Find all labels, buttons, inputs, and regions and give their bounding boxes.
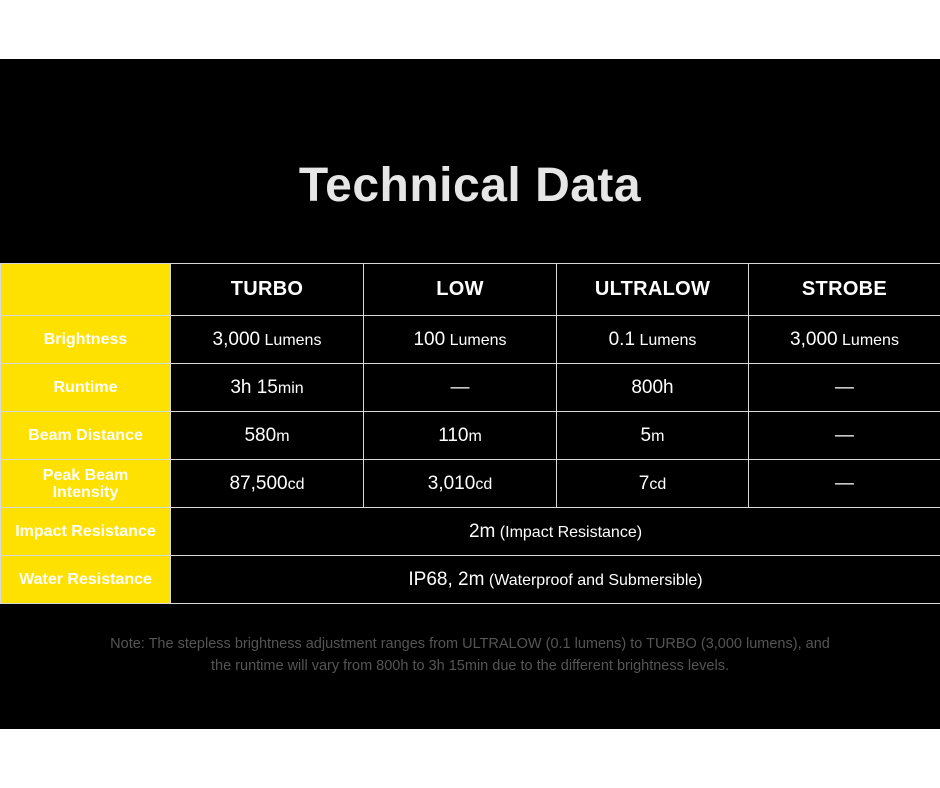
table-cell: 5m [557, 412, 749, 460]
table-cell: — [749, 364, 940, 412]
footnote-line: the runtime will vary from 800h to 3h 15min due to the different brightness levels. [211, 658, 729, 674]
table-cell: — [749, 460, 940, 508]
footnote [40, 633, 900, 677]
table-row-water-resistance [1, 556, 940, 604]
spec-table [0, 263, 940, 604]
row-label: Peak Beam Intensity [1, 460, 171, 508]
table-cell: 3,000 Lumens [171, 316, 364, 364]
table-cell: 100 Lumens [364, 316, 557, 364]
table-row-beam-distance [1, 412, 940, 460]
column-header-strobe: STROBE [749, 264, 940, 316]
footnote-line: Note: The stepless brightness adjustment ranges from ULTRALOW (0.1 lumens) to TURBO (3,000 lumens), and [110, 636, 830, 652]
column-header-low: LOW [364, 264, 557, 316]
row-label: Brightness [1, 316, 171, 364]
table-row-impact-resistance [1, 508, 940, 556]
row-label: Runtime [1, 364, 171, 412]
page-title: Technical Data [298, 159, 642, 212]
table-cell: 87,500cd [171, 460, 364, 508]
table-row-runtime [1, 364, 940, 412]
table-header-row [1, 264, 940, 316]
row-label: Beam Distance [1, 412, 171, 460]
table-row-brightness [1, 316, 940, 364]
table-cell: 800h [557, 364, 749, 412]
table-cell: 110m [364, 412, 557, 460]
table-cell-wide: 2m (Impact Resistance) [171, 508, 940, 556]
table-cell: 0.1 Lumens [557, 316, 749, 364]
table-cell: 3,000 Lumens [749, 316, 940, 364]
table-cell: 3,010cd [364, 460, 557, 508]
row-label: Water Resistance [1, 556, 171, 604]
table-cell: 580m [171, 412, 364, 460]
table-cell: 3h 15min [171, 364, 364, 412]
table-cell: 7cd [557, 460, 749, 508]
table-row-peak-beam-intensity [1, 460, 940, 508]
table-cell: — [364, 364, 557, 412]
table-cell: — [749, 412, 940, 460]
column-header-turbo: TURBO [171, 264, 364, 316]
column-header-ultralow: ULTRALOW [557, 264, 749, 316]
row-label: Impact Resistance [1, 508, 171, 556]
header-corner [1, 264, 171, 316]
table-cell-wide: IP68, 2m (Waterproof and Submersible) [171, 556, 940, 604]
